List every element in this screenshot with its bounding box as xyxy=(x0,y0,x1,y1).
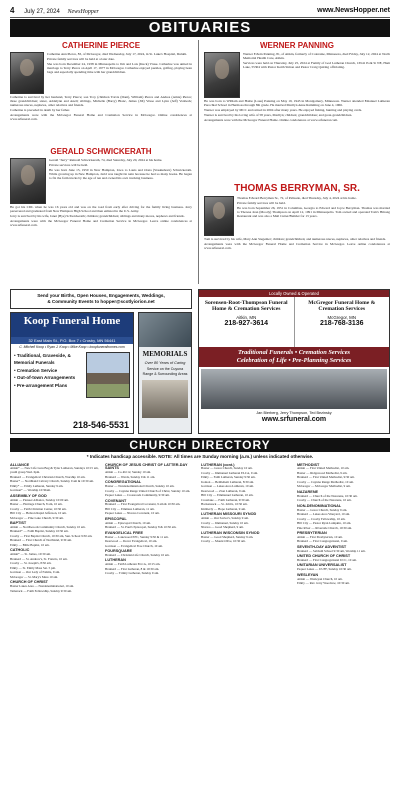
obituary-name: CATHERINE PIERCE xyxy=(61,41,141,50)
koop-service-item: • Out-of-town Arrangements xyxy=(14,375,76,381)
obituary-gerald-schwickerath xyxy=(10,146,192,286)
koop-service-item: • Traditional, Graveside, & Memorial Funerals xyxy=(14,353,71,366)
directory-entry: Garrison* — Worship 10:30am. xyxy=(10,488,51,493)
obituary-photo xyxy=(10,52,44,94)
obituary-name: GERALD SCHWICKERATH xyxy=(50,147,152,156)
koop-funeral-home-ad xyxy=(10,312,134,434)
directory-entry: Hackensack — St. John's, 10:30 am. xyxy=(201,502,248,507)
directory-denomination-heading: CHURCH OF CHRIST xyxy=(10,580,48,585)
directory-entry: Baxter* — Northland Calvary Church, Sunday 9 am & 10:30 am. xyxy=(10,479,94,484)
srfh-left-phone[interactable]: 218-927-3614 xyxy=(224,319,269,327)
obituary-paragraph: He was born to William and Hattie (Laua) Panning on May 19, 1943 in Montgomery, Minnesota. Werner attended Emanuel Lutheran Parochial School in Hermosa through 8th grade. He married Marilyn Anne Ramming on June 4, 1966. xyxy=(204,99,390,108)
directory-denomination-heading: PRESBYTERIAN xyxy=(297,530,327,535)
srfh-tagline-band xyxy=(199,347,389,367)
directory-entry: Nisswa — Good Shepherd, 9 am. xyxy=(201,525,244,530)
memorials-line: Service on the Cuyuna Range & Surrounding Areas xyxy=(142,367,188,376)
obituary-paragraph: Thomas Edward Berryman Sr., 72, of Palisade, died Thursday, July 4, 2024 at his home. xyxy=(237,196,357,200)
directory-denomination-heading: METHODIST xyxy=(297,462,320,467)
srfh-right-city: McGregor, MN xyxy=(327,314,357,320)
directory-entry: Emily — St. Emily Mass Sat. 5 pm. xyxy=(10,565,56,570)
srfh-left-title: Sorensen-Root-Thompson Funeral Home & Cremation Services xyxy=(204,300,288,313)
obituary-paragraph: Catherine is survived by her husband, Terry Pierce; son Troy (children Travis (Dani), William) Pierce and Andrea (Amie) Pierce; three grandchildren; sister, Addelynn and Aneli; siblings, Michelle (Barry) Blanc, James (Jill) Vruse and Lynn (Jeff) Vonbeck; numerous nieces, nephews, other relatives and friends. xyxy=(10,95,192,108)
directory-entry: Baxter — Ridgewood Methodist, 9 am. xyxy=(297,470,348,475)
site-url[interactable]: www.NewsHopper.net xyxy=(317,7,390,14)
directory-entry: Brainerd — Sabbath School 9:30 am, Worship 11 am. xyxy=(297,548,366,553)
masthead-left xyxy=(10,6,105,15)
directory-entry: Emily — Faith Lutheran, Sunday 9:30 am. xyxy=(201,475,256,480)
directory-entry: Aitkin — Episcopal Church, 10 am. xyxy=(105,520,151,525)
obituaries-banner: OBITUARIES xyxy=(10,19,390,37)
koop-service-item: • Cremation Service xyxy=(14,367,58,373)
directory-entry: Crosby — Immanuel, Sunday 10 am. xyxy=(201,520,249,525)
directory-entry: Aitkin — Northwoods Community Church, Sunday 10 am. xyxy=(10,524,86,529)
directory-entry: Brainerd — Wards, Sunday 9 & 11 am. xyxy=(105,474,156,479)
directory-entry: Brainerd — First Lutheran, 8 & 10:30 am. xyxy=(105,566,160,571)
directory-entry: Brainerd — Church of the Nazarene, 10:30 am. xyxy=(297,493,358,498)
directory-denomination-heading: LUTHERAN xyxy=(105,558,126,563)
directory-entry: Baxter — Lakewood EFC, Sunday 9:30 & 11 am. xyxy=(105,534,169,539)
directory-entry: Emily* — Emily Lutheran, Sunday 9 am. xyxy=(10,483,64,488)
directory-entry: Ironton — Bethlehem Lutheran, 8:30 am. xyxy=(201,479,255,484)
directory-entry: Baxter — Good Shepherd, Sunday 9 am. xyxy=(201,534,254,539)
directory-entry: Brainerd — First United Methodist, 9:30 am. xyxy=(297,475,355,480)
directory-entry: Aitkin — Co-Rd 12, Sunday 10 am. xyxy=(105,470,152,475)
page-number: 4 xyxy=(10,6,15,15)
directory-denomination-heading: EVANGELICAL FREE xyxy=(105,530,144,535)
obituary-catherine-pierce xyxy=(10,40,192,144)
directory-entry: McGregor — McGregor Methodist, 9 am. xyxy=(297,484,351,489)
directory-denomination-heading: UNITED CHURCH OF CHRIST xyxy=(297,554,351,559)
directory-entry: Baxter — Nondenominational Church, Sunday 10 am. xyxy=(105,484,175,489)
srfh-right-title: McGregor Funeral Home & Cremation Services xyxy=(308,300,376,313)
directory-entry: Pequot Lakes — UUFF, Sunday 10:30 am. xyxy=(297,567,352,572)
directory-column xyxy=(105,462,197,787)
directory-entry: Crosby — Cuyuna Range United Church of Christ, Sunday 10 am. xyxy=(105,488,191,493)
directory-entry: Aitkin* — St. James, 10:30 am. xyxy=(10,552,51,557)
directory-entry: Hill City — Pastor Ryan Lumpkin, 10 am. xyxy=(297,521,352,526)
directory-entry: Brainerd — First Evangelical Covenant, 9 am & 10:30 am. xyxy=(105,502,181,507)
directory-entry: Crosby — Church of the Nazarene, 10 am. xyxy=(297,498,352,503)
directory-entry: Aitkin — Pioneer Alliance, Sunday 10:00 am. xyxy=(10,497,69,502)
obituary-paragraph: Arrangements were with the McGregor Funeral Home and Cremation Service in McGregor. Online condolences at www.srfuneral.com. xyxy=(10,113,192,122)
directory-entry: Crosby — First Baptist Church, 10:30 am, Sun. School 9:30 am. xyxy=(10,533,93,538)
directory-entry: Pine River — Riverside Church, 10:30 am. xyxy=(297,525,353,530)
directory-entry: Brainerd — First Congregational, 9 am. xyxy=(297,539,348,544)
srfh-tagline-2: Celebration of Life • Pre-Planning Services xyxy=(236,357,352,364)
obituary-photo xyxy=(204,196,234,236)
obituary-paragraph: Catherine is preceded in death by her father. xyxy=(10,108,70,113)
directory-entry: Aitkin — Wesleyan Church, 10 am. xyxy=(297,576,343,581)
directory-denomination-heading: LUTHERAN WISCONSIN SYNOD xyxy=(201,530,260,535)
srfh-right-phone[interactable]: 218-768-3136 xyxy=(319,319,364,327)
directory-denomination-heading: BAPTIST xyxy=(10,521,27,526)
directory-denomination-heading: WESLEYAN xyxy=(297,572,319,577)
memorials-ad xyxy=(138,312,192,434)
directory-entry: Brainerd — First Church of Northland, 9:30 am. xyxy=(10,538,72,543)
memorials-photo xyxy=(142,380,188,418)
directory-denomination-heading: CATHOLIC xyxy=(10,548,30,553)
directory-entry: Brainerd — First Congregational UCC, 10 am. xyxy=(297,557,357,562)
directory-entry: Garrison — Evangelical Free Church, 10 am. xyxy=(105,543,163,548)
srfh-site[interactable]: www.srfuneral.com xyxy=(261,416,327,423)
obituary-photo xyxy=(10,158,46,204)
srfh-owners-band: Locally Owned & Operated xyxy=(199,290,389,297)
srfh-tagline-1: Traditional Funerals • Cremation Services xyxy=(237,349,351,356)
directory-denomination-heading: LUTHERAN MISSOURI SYNOD xyxy=(201,512,257,517)
directory-entry: McGregor — St. Mary's Mass 10 am. xyxy=(10,574,59,579)
obituary-paragraph: Private family services will be held at a later date. xyxy=(47,57,115,62)
directory-denomination-heading: FOURSQUARE xyxy=(105,548,133,553)
directory-entry: Aitkin — First Presbyterian, 10 am. xyxy=(297,534,343,539)
directory-denomination-heading: ALLIANCE xyxy=(10,462,30,467)
memorials-image xyxy=(139,313,191,347)
directory-entry: Pequot Lakes — Crossroads Community, 9:30 am. xyxy=(105,493,170,498)
directory-entry: McGregor — Pine Lake Church, 9:30 am. xyxy=(10,515,64,520)
directory-entry: Emily — Bible Baptist, 10 am. xyxy=(10,542,50,547)
directory-entry: Baxter — Grace Church, Sunday 10 am. xyxy=(201,466,253,471)
notice-email-link[interactable]: & Community Events to hopper@scotlyiorion.net xyxy=(47,299,155,304)
koop-address: 32 East Main St., P.O. Box 7 • Crosby, MN 56441 xyxy=(11,337,133,344)
obituary-photo xyxy=(204,52,240,98)
directory-entry: Crosby — Mount Olive, 10:30 am. xyxy=(201,539,246,544)
obituary-paragraph: Werner Edwin Panning, 81, of Aitkin, formerly of Coleraine, Minnesota, died Friday, July 12, 2024 at North Memorial Health Care, Aitkin. xyxy=(243,52,390,61)
directory-denomination-heading: CONGREGATIONAL xyxy=(105,480,142,485)
directory-entry: Brainerd — St. Paul's Episcopal, Sunday 8 & 10:30 am. xyxy=(105,525,177,530)
directory-entry: Crosslake — Faith Lutheran, 9:30 am. xyxy=(201,497,250,502)
directory-entry: Crosby — Immanuel Lutheran ELCA, 9 am. xyxy=(201,470,259,475)
directory-entry: Crosby — St. Joseph's, 8:30 am. xyxy=(10,561,52,566)
directory-denomination-heading: SEVENTH-DAY ADVENTIST xyxy=(297,544,347,549)
obituary-paragraph: Catherine Ann Pierce, 83, of McGregor, died Wednesday, July 17, 2024, in St. Luke's Hospital, Duluth. xyxy=(47,52,188,56)
directory-entry: Emily — Rev. Jerry Woodrow, 10:30 am. xyxy=(297,581,350,586)
directory-denomination-heading: NON-DENOMINATIONAL xyxy=(297,503,342,508)
directory-denomination-heading: CHURCH OF JESUS CHRIST OF LATTER-DAY SAINTS xyxy=(105,462,188,471)
directory-entry: Crosby — Crosby Fellowship, 10 am. xyxy=(297,516,346,521)
obituary-paragraph: He got his CDL when he was 16 years old and was on the road from early after driving for the family living business. Jerry persevered and graduated from New Hampton High School and then enlisted in the U.S. Army. xyxy=(10,205,192,214)
obituary-paragraph: Tom is survived by his wife, Mary Ann Stegemer; children; grandchildren; and numerous nieces, nephews, other relatives and friends. xyxy=(204,237,387,241)
memorials-title: MEMORIALS xyxy=(142,350,188,358)
column-divider xyxy=(198,40,199,284)
directory-denomination-heading: COVENANT xyxy=(105,498,127,503)
directory-entry: Brainerd* — Faith Baptist, Sunday 10:30 am. xyxy=(10,529,69,534)
brand-name: NewsHopper xyxy=(67,9,99,15)
directory-entry: Baxter — Grace Church, Sunday 9 am. xyxy=(297,507,348,512)
directory-entry: Pequot Lakes — Nisswa Covenant, 10 am. xyxy=(105,511,160,516)
directory-entry: Garrison — Lakes Area Lutheran, 10 am. xyxy=(201,484,254,489)
directory-entry: Garrison — Our Lady of Fatima, 9 am. xyxy=(10,570,61,575)
obituary-paragraph: Arrangements were with the McGregor Funeral Home. Online condolences at www.srfuneral.com. xyxy=(204,118,339,123)
obituary-paragraph: Jerry is survived by his wife, Janet (Bye) Schwickerath; children; grandchildren; siblings and many nieces, nephews and friends. xyxy=(10,214,185,219)
koop-title: Koop Funeral Home xyxy=(23,315,121,327)
memorials-subtitle: Over 80 Years of Caring xyxy=(144,361,186,365)
obituary-paragraph: Private services will be held. xyxy=(49,163,89,168)
directory-entry: Crosby — Trinity Lutheran, Sunday 9 am. xyxy=(105,571,160,576)
directory-denomination-heading: LUTHERAN (cont.) xyxy=(201,462,235,467)
directory-entry: Aitkin — Our Savior's, Sunday 9 am. xyxy=(201,516,249,521)
directory-denomination-heading: EPISCOPAL xyxy=(105,516,127,521)
obituary-paragraph: Werner is survived by his loving wife of 58 years, Marilyn; children; grandchildren; and great-grandchildren. xyxy=(204,113,353,118)
koop-ad-header xyxy=(11,313,133,337)
obituary-paragraph: He was born September 26, 1951 in Columbus, Georgia to Edward and Joyce Berryman. Thomas was married to Theresa Jean (Moody) Thompson on April 12, 1991 in Minneapolis. Tom owned and operated Tom's Hmong Restaurant and was also a Mail Cutter/Builder for 13 years. xyxy=(237,206,390,219)
obituary-paragraph: She was born December 24, 1938 in Minneapolis to Jim and Lois (Kuck) Vruse. Catherine was united in marriage to Terry Pierce on April 17, 1977 in McGregor. Catherine enjoyed puzzles, golfing, playing bean bags and especially spending time with her grandchildren. xyxy=(47,62,192,75)
obituary-paragraph: Arrangements were with the McGregor Funeral Home and Cremation Service in McGregor. Leave online condolences at www.srfuneral.com. xyxy=(10,219,192,228)
directory-entry: Crosby — Cuyuna Range Methodist, 10 am. xyxy=(297,479,354,484)
directory-entry: Aitkin* — New Life Luru Bag & Tyler Lutheran, Sundays 10:15 am, youth group Wed. 6pm. xyxy=(10,466,99,475)
sorensen-mcgregor-ad xyxy=(198,289,390,434)
srfh-right-block xyxy=(295,297,390,347)
directory-denomination-heading: NAZARENE xyxy=(297,489,319,494)
obituary-paragraph: Services were held on Thursday, July 25, 2024 at Family of God Lutheran Church, 16541 Polk St NE, Ham Lake, 55304 with Pastor Keith Simon and Pastor Craig Quiring officiating. xyxy=(243,61,390,70)
koop-phone[interactable]: 218-546-5531 xyxy=(72,420,129,430)
church-directory-banner: CHURCH DIRECTORY xyxy=(10,438,390,452)
obituary-werner-panning xyxy=(204,40,390,180)
srfh-left-block xyxy=(199,297,295,347)
issue-date: July 27, 2024 xyxy=(24,9,60,15)
obituary-paragraph: Arrangements were with the McGregor Funeral Home and Cremation Service in McGregor. Leave online condolences at www.srfuneral.com. xyxy=(204,242,390,251)
obituary-name: WERNER PANNING xyxy=(259,41,335,50)
srfh-owners-photo xyxy=(201,369,387,409)
directory-entry: Tamarack — Faith Fellowship, Sunday 9:30 am. xyxy=(10,588,72,593)
directory-entry: Brainerd — St. Andrew's, St. Francis, 10 am. xyxy=(10,556,68,561)
obituary-paragraph: Gerald "Jerry" Reinold Schwickerath, 74, died Saturday, July 20, 2024 at his home. xyxy=(49,158,163,162)
directory-entry: Hill City — Emmaus Lutheran, 11 am. xyxy=(105,506,155,511)
church-directory-note: * Indicates handicap accessible. NOTE: All times are Sunday morning (a.m.) unless indicated otherwise. xyxy=(86,454,314,459)
koop-service-item: • Pre-arrangement Plans xyxy=(14,382,68,388)
directory-column xyxy=(297,462,390,787)
directory-entry: Aitkin — Faith Lutheran ELCA, 10:15 am. xyxy=(105,562,161,567)
koop-building-image xyxy=(86,352,130,398)
directory-denomination-heading: UNITARIAN UNIVERSALIST xyxy=(297,563,347,568)
directory-entry: Deerwood — Zion Lutheran, 9 am. xyxy=(201,488,247,493)
srfh-left-city: Aitkin, MN xyxy=(236,314,257,320)
srfh-owners: Jan Bierberg, Jerry Thompson, Ted Bezinsky xyxy=(256,411,332,415)
directory-column xyxy=(201,462,293,787)
obituary-paragraph: Private family services will be held. xyxy=(237,201,286,206)
obituary-name: THOMAS BERRYMAN, SR. xyxy=(234,183,360,194)
directory-entry: Baxter Lakes Area — Nondenominational, 10 am. xyxy=(10,584,75,589)
notice-line-1: Send your Births, Open Houses, Engagements, Weddings, xyxy=(37,293,165,298)
page-masthead xyxy=(10,4,390,18)
directory-entry: Aitkin — First United Methodist, 10 am. xyxy=(297,466,350,471)
directory-entry: Brainerd — Lakes Area Vineyard, 10 am. xyxy=(297,512,351,517)
directory-entry: Brainerd — Christian Life Church, Sunday 10 am. xyxy=(105,552,170,557)
obituary-paragraph: He was born June 15, 1950 in New Hampton, Iowa to Louis and Oreta (Staskiehorn) Schwickerath. While growing up in New Hampton, Jerid was taught tin nain because he had so many hooks. He began to fix the farm trucks by the age of ten and owned his own trucking business. xyxy=(49,168,192,181)
koop-staff-line[interactable]: C. Mitchell Koop • Ryan J. Koop • Mike Koop • koopfuneralhomes.com xyxy=(19,345,125,349)
obituary-paragraph: Werner was employed by MCC and retired in 2004 after many years. He enjoyed fishing, hunting and playing cards. xyxy=(204,108,363,113)
directory-entry: Hill City — Emmanuel Lutheran, 10 am. xyxy=(201,493,254,498)
directory-entry: Deerwood — Dover Evangelical, 10 am. xyxy=(105,539,158,544)
obituary-thomas-berryman xyxy=(204,182,390,284)
directory-column xyxy=(10,462,102,787)
directory-entry: Hill City — Hebron Rapid Jefferson, 10 am. xyxy=(10,511,67,516)
directory-entry: Kimberly — Hope Lutheran, 9 am. xyxy=(201,506,246,511)
announcements-notice xyxy=(10,289,192,309)
directory-entry: Crosby — Faith Christian Center, 10:30 am. xyxy=(10,506,67,511)
directory-entry: Brainerd — Evangelical Christian Church, Worship 10 am. xyxy=(10,474,86,479)
directory-entry: Baxter — Heritage Church, 8 am, 10 am. xyxy=(10,502,63,507)
directory-denomination-heading: ASSEMBLY OF GOD xyxy=(10,493,47,498)
